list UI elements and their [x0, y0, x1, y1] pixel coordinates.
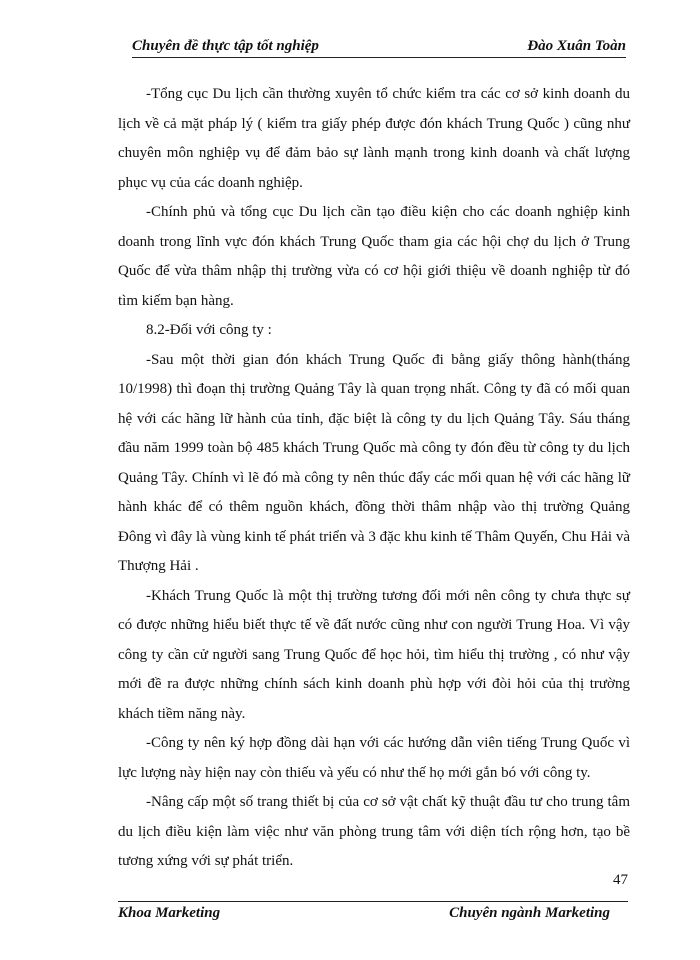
- paragraph: -Công ty nên ký hợp đồng dài hạn với các hướng dẫn viên tiếng Trung Quốc vì lực lượng này hiện nay còn thiếu và yếu có như thế họ mới gắn bó với công ty.: [118, 735, 630, 781]
- footer-faculty: Khoa Marketing: [118, 905, 221, 921]
- document-body: [118, 80, 630, 877]
- paragraph: -Sau một thời gian đón khách Trung Quốc đi bằng giấy thông hành(tháng 10/1998) thì đoạn thị trường Quảng Tây là quan trọng nhất. Công ty đã có mối quan hệ với các hãng lữ hành của tỉnh, đặc biệt là công ty du lịch Quảng Tây. Sáu tháng đầu năm 1999 toàn bộ 485 khách Trung Quốc mà công ty đón đều từ công ty du lịch Quảng Tây. Chính vì lẽ đó mà công ty nên thúc đẩy các mối quan hệ với các hãng lữ hành khác để có thêm nguồn khách, đồng thời thâm nhập vào thị trường Quảng Đông vì đây là vùng kinh tế phát triển và 3 đặc khu kinh tế Thâm Quyến, Chu Hải và Thượng Hải .: [118, 351, 630, 574]
- paragraph: -Chính phủ và tổng cục Du lịch cần tạo điều kiện cho các doanh nghiệp kinh doanh trong lĩnh vực đón khách Trung Quốc tham gia các hội chợ du lịch ở Trung Quốc để vừa thâm nhập thị trường vừa có cơ hội giới thiệu về doanh nghiệp từ đó tìm kiếm bạn hàng.: [118, 204, 630, 309]
- page-number: 47: [613, 872, 628, 888]
- paragraph: -Khách Trung Quốc là một thị trường tương đối mới nên công ty chưa thực sự có được những hiểu biết thực tế về đất nước cũng như con người Trung Hoa. Vì vậy công ty cần cử người sang Trung Quốc để học hỏi, tìm hiểu thị trường , có như vậy mới đề ra được những chính sách kinh doanh phù hợp với đòi hỏi của thị trường khách tiềm năng này.: [118, 587, 630, 722]
- paragraph: -Nâng cấp một số trang thiết bị của cơ sở vật chất kỹ thuật đầu tư cho trung tâm du lịch điều kiện làm việc như văn phòng trung tâm với diện tích rộng hơn, tạo bề tương xứng với sự phát triển.: [118, 794, 630, 869]
- header-title: Chuyên đề thực tập tốt nghiệp: [132, 38, 319, 54]
- header-author: Đào Xuân Toàn: [527, 38, 626, 54]
- page-header: [132, 38, 626, 62]
- header-rule: [132, 57, 626, 58]
- footer-major: Chuyên ngành Marketing: [449, 905, 610, 921]
- section-heading: 8.2-Đối với công ty :: [146, 322, 272, 338]
- footer-rule: [118, 901, 628, 902]
- paragraph: -Tổng cục Du lịch cần thường xuyên tổ chức kiểm tra các cơ sở kinh doanh du lịch về cả mặt pháp lý ( kiểm tra giấy phép được đón khách Trung Quốc ) cũng như chuyên môn nghiệp vụ để đảm bảo sự lành mạnh trong kinh doanh và chất lượng phục vụ của các doanh nghiệp.: [118, 86, 630, 191]
